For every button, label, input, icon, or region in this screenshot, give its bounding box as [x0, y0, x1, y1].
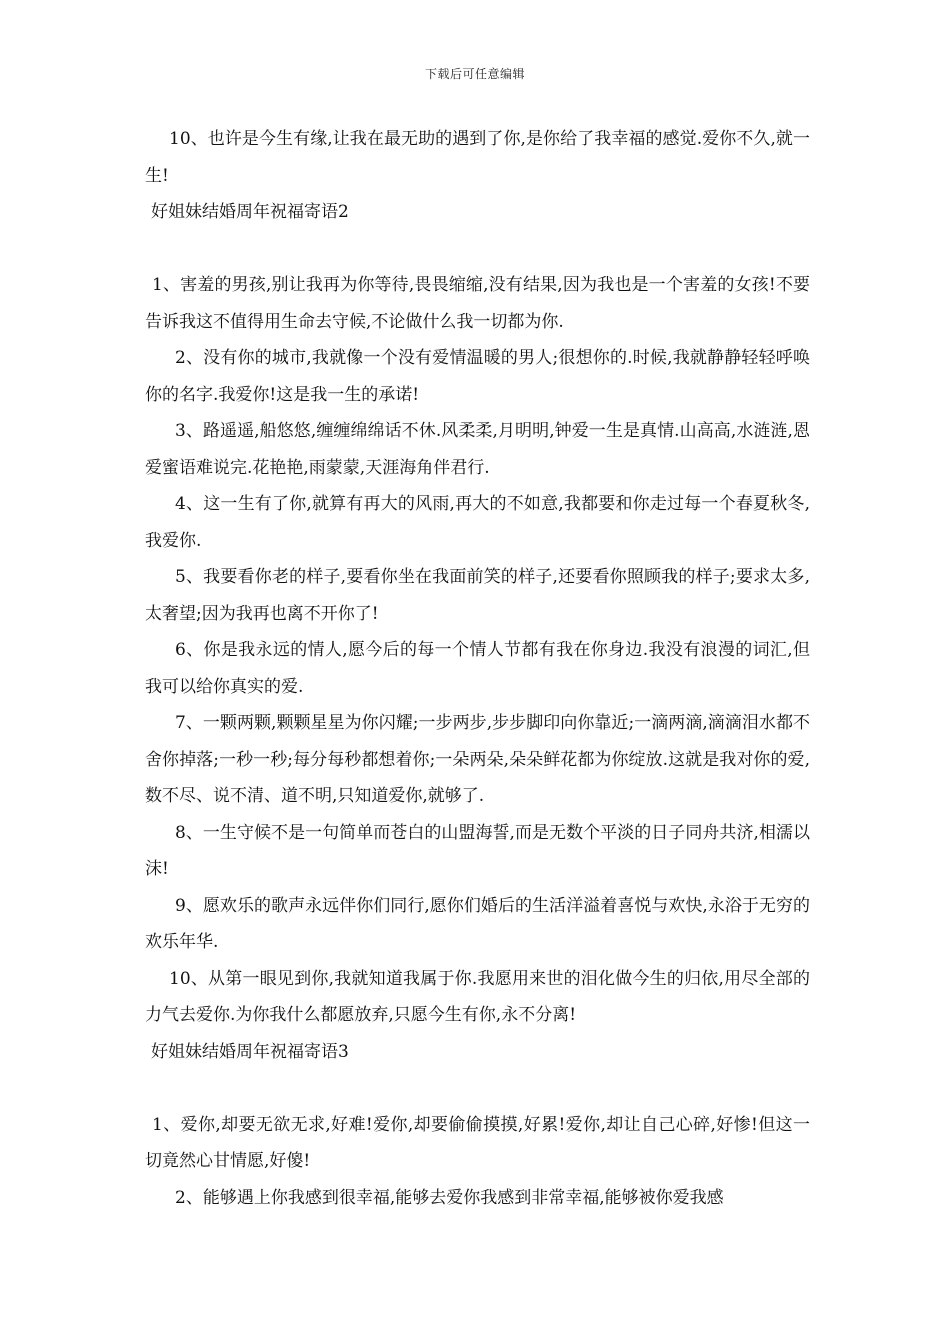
- paragraph-s3-2: 2、能够遇上你我感到很幸福,能够去爱你我感到非常幸福,能够被你爱我感: [175, 1187, 724, 1208]
- paragraph-s2-5: 5、我要看你老的样子,要看你坐在我面前笑的样子,还要看你照顾我的样子;要求太多,太奢望;因为我再也离不开你了!: [145, 567, 810, 624]
- paragraph-s2-7: 7、一颗两颗,颗颗星星为你闪耀;一步两步,步步脚印向你靠近;一滴两滴,滴滴泪水都不舍你掉落;一秒一秒;每分每秒都想着你;一朵两朵,朵朵鲜花都为你绽放.这就是我对你的爱,数不尽、说不清、道不明,只知道爱你,就够了.: [145, 713, 810, 806]
- paragraph-s2-10: 10、从第一眼见到你,我就知道我属于你.我愿用来世的泪化做今生的归依,用尽全部的力气去爱你.为你我什么都愿放弃,只愿今生有你,永不分离!: [145, 968, 810, 1025]
- paragraph-s1-10: 10、也许是今生有缘,让我在最无助的遇到了你,是你给了我幸福的感觉.爱你不久,就一生!: [145, 129, 810, 186]
- section-heading-3: 好姐妹结婚周年祝福寄语3: [151, 1041, 349, 1062]
- paragraph-s2-3: 3、路遥遥,船悠悠,缠缠绵绵话不休.风柔柔,月明明,钟爱一生是真情.山高高,水涟涟,恩爱蜜语难说完.花艳艳,雨蒙蒙,天涯海角伴君行.: [145, 421, 810, 478]
- paragraph-s2-4: 4、这一生有了你,就算有再大的风雨,再大的不如意,我都要和你走过每一个春夏秋冬,我爱你.: [145, 494, 810, 551]
- section-heading-2: 好姐妹结婚周年祝福寄语2: [151, 202, 349, 222]
- paragraph-s3-1: 1、爱你,却要无欲无求,好难!爱你,却要偷偷摸摸,好累!爱你,却让自己心碎,好惨!但这一切竟然心甘情愿,好傻!: [145, 1114, 810, 1171]
- paragraph-s2-1: 1、害羞的男孩,别让我再为你等待,畏畏缩缩,没有结果,因为我也是一个害羞的女孩!不要告诉我这不值得用生命去守候,不论做什么我一切都为你.: [145, 275, 810, 332]
- document-body: [145, 121, 810, 1216]
- paragraph-s2-2: 2、没有你的城市,我就像一个没有爱情温暖的男人;很想你的.时候,我就静静轻轻呼唤你的名字.我爱你!这是我一生的承诺!: [145, 348, 810, 405]
- paragraph-s2-9: 9、愿欢乐的歌声永远伴你们同行,愿你们婚后的生活洋溢着喜悦与欢快,永浴于无穷的欢乐年华.: [145, 895, 810, 952]
- page-header: 下载后可任意编辑: [424, 67, 525, 81]
- paragraph-s2-8: 8、一生守候不是一句简单而苍白的山盟海誓,而是无数个平淡的日子同舟共济,相濡以沫!: [145, 822, 810, 879]
- paragraph-s2-6: 6、你是我永远的情人,愿今后的每一个情人节都有我在你身边.我没有浪漫的词汇,但我可以给你真实的爱.: [145, 640, 810, 697]
